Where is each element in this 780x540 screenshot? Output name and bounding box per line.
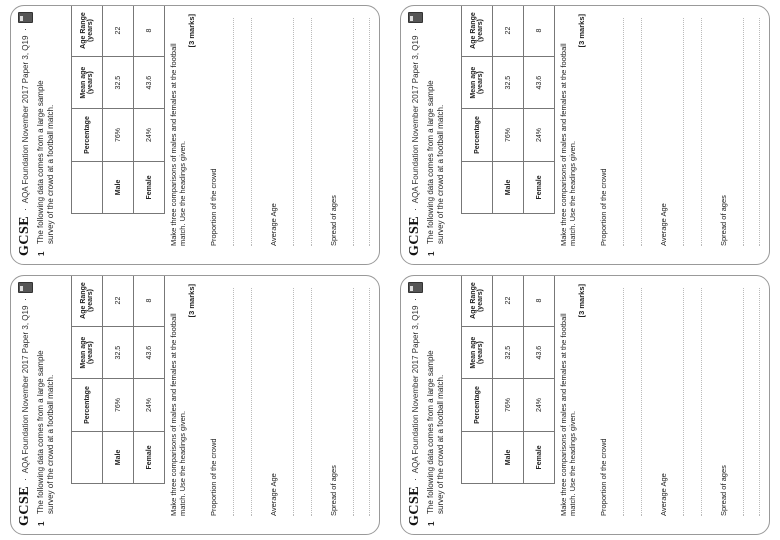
title-rule — [25, 209, 26, 210]
answer-line — [701, 288, 702, 516]
worksheet-content — [11, 5, 380, 264]
heading-average-age: Average Age — [269, 473, 278, 516]
heading-proportion: Proportion of the crowd — [599, 438, 608, 516]
heading-spread-of-ages: Spread of ages — [719, 465, 728, 516]
title-row — [407, 12, 423, 256]
answer-line — [311, 18, 312, 246]
task-instructions: Make three comparisons of males and females at the football match. Use the headings given. — [169, 313, 187, 516]
question-intro: The following data comes from a large sample survey of the crowd at a football match. — [426, 80, 445, 244]
survey-table — [71, 5, 165, 214]
heading-average-age: Average Age — [659, 473, 668, 516]
table-header-row — [462, 275, 493, 484]
table-cell: 43.6 — [134, 57, 165, 109]
table-row — [493, 5, 524, 214]
table-header — [462, 431, 493, 483]
task-instructions: Make three comparisons of males and females at the football match. Use the headings given. — [559, 43, 577, 246]
gcse-brand: GCSE — [17, 485, 32, 526]
table-cell: 76% — [103, 109, 134, 162]
worksheet-content — [401, 275, 770, 534]
table-header: Percentage — [462, 109, 493, 162]
table-cell: 43.6 — [134, 327, 165, 379]
table-cell: 76% — [493, 109, 524, 162]
heading-proportion: Proportion of the crowd — [209, 438, 218, 516]
heading-proportion: Proportion of the crowd — [599, 168, 608, 246]
worksheet-card — [10, 275, 380, 535]
table-cell: 8 — [524, 275, 555, 327]
answer-line — [251, 18, 252, 246]
table-cell: 76% — [493, 379, 524, 432]
answer-line — [311, 288, 312, 516]
row-label: Female — [524, 431, 555, 483]
answer-line — [641, 18, 642, 246]
table-cell: 32.5 — [493, 327, 524, 379]
table-cell: 8 — [134, 5, 165, 57]
answer-line — [369, 18, 370, 246]
worksheet-content — [401, 5, 770, 264]
answer-line — [233, 288, 234, 516]
table-cell: 8 — [524, 5, 555, 57]
table-row — [493, 275, 524, 484]
title-rule — [415, 209, 416, 210]
table-row — [134, 5, 165, 214]
question-number: 1 — [37, 521, 46, 526]
answer-line — [759, 288, 760, 516]
table-cell: 76% — [103, 379, 134, 432]
row-label: Male — [493, 431, 524, 483]
table-cell: 24% — [524, 109, 555, 162]
answer-line — [743, 18, 744, 246]
task-instructions: Make three comparisons of males and females at the football match. Use the headings given. — [559, 313, 577, 516]
table-cell: 24% — [134, 109, 165, 162]
answer-line — [369, 288, 370, 516]
answer-line — [623, 18, 624, 246]
answer-line — [251, 288, 252, 516]
row-label: Male — [103, 431, 134, 483]
gcse-brand: GCSE — [407, 215, 422, 256]
table-cell: 43.6 — [524, 327, 555, 379]
source-reference: AQA Foundation November 2017 Paper 3, Q19 — [20, 305, 30, 474]
table-header: Age Range (years) — [462, 275, 493, 327]
worksheet-card — [400, 5, 770, 265]
question-number: 1 — [427, 251, 436, 256]
survey-table — [71, 275, 165, 484]
table-cell: 22 — [103, 5, 134, 57]
title-rule — [415, 299, 416, 300]
title-row — [17, 12, 33, 256]
source-reference: AQA Foundation November 2017 Paper 3, Q19 — [410, 35, 420, 204]
calculator-icon — [18, 12, 33, 23]
table-row — [103, 5, 134, 214]
answer-line — [683, 288, 684, 516]
table-cell: 32.5 — [493, 57, 524, 109]
table-header-row — [72, 5, 103, 214]
table-header: Mean age (years) — [462, 57, 493, 109]
heading-spread-of-ages: Spread of ages — [329, 465, 338, 516]
table-cell: 8 — [134, 275, 165, 327]
table-row — [103, 275, 134, 484]
table-cell: 22 — [493, 275, 524, 327]
task-instructions: Make three comparisons of males and females at the football match. Use the headings given. — [169, 43, 187, 246]
table-cell: 32.5 — [103, 327, 134, 379]
row-label: Female — [134, 161, 165, 213]
table-header — [72, 161, 103, 213]
table-header: Age Range (years) — [462, 5, 493, 57]
answer-line — [683, 18, 684, 246]
answer-line — [353, 288, 354, 516]
table-header-row — [462, 5, 493, 214]
marks-label: [3 marks] — [187, 14, 196, 48]
table-row — [134, 275, 165, 484]
table-cell: 22 — [103, 275, 134, 327]
table-header — [72, 431, 103, 483]
row-label: Female — [524, 161, 555, 213]
title-rule — [25, 29, 26, 30]
table-header-row — [72, 275, 103, 484]
marks-label: [3 marks] — [577, 14, 586, 48]
heading-proportion: Proportion of the crowd — [209, 168, 218, 246]
question-number: 1 — [427, 521, 436, 526]
table-header: Age Range (years) — [72, 275, 103, 327]
table-header: Mean age (years) — [462, 327, 493, 379]
table-header: Mean age (years) — [72, 327, 103, 379]
title-row — [407, 282, 423, 526]
title-row — [17, 282, 33, 526]
answer-line — [623, 288, 624, 516]
source-reference: AQA Foundation November 2017 Paper 3, Q19 — [410, 305, 420, 474]
heading-average-age: Average Age — [269, 203, 278, 246]
calculator-icon — [18, 282, 33, 293]
answer-line — [641, 288, 642, 516]
title-rule — [25, 479, 26, 480]
answer-line — [743, 288, 744, 516]
marks-label: [3 marks] — [187, 284, 196, 318]
table-cell: 24% — [524, 379, 555, 432]
row-label: Male — [103, 161, 134, 213]
table-row — [524, 275, 555, 484]
answer-line — [293, 18, 294, 246]
table-header: Percentage — [462, 379, 493, 432]
heading-spread-of-ages: Spread of ages — [329, 195, 338, 246]
question-intro: The following data comes from a large sample survey of the crowd at a football match. — [426, 350, 445, 514]
survey-table — [461, 5, 555, 214]
answer-line — [759, 18, 760, 246]
calculator-icon — [408, 282, 423, 293]
table-header: Age Range (years) — [72, 5, 103, 57]
worksheet-card — [10, 5, 380, 265]
survey-table — [461, 275, 555, 484]
worksheet-content — [11, 275, 380, 534]
table-header — [462, 161, 493, 213]
row-label: Female — [134, 431, 165, 483]
gcse-brand: GCSE — [407, 485, 422, 526]
calculator-icon — [408, 12, 423, 23]
answer-line — [701, 18, 702, 246]
question-intro: The following data comes from a large sample survey of the crowd at a football match. — [36, 80, 55, 244]
answer-line — [353, 18, 354, 246]
worksheet-card — [400, 275, 770, 535]
title-rule — [25, 299, 26, 300]
marks-label: [3 marks] — [577, 284, 586, 318]
table-cell: 32.5 — [103, 57, 134, 109]
title-rule — [415, 479, 416, 480]
table-row — [524, 5, 555, 214]
answer-line — [293, 288, 294, 516]
question-intro: The following data comes from a large sample survey of the crowd at a football match. — [36, 350, 55, 514]
table-cell: 43.6 — [524, 57, 555, 109]
gcse-brand: GCSE — [17, 215, 32, 256]
row-label: Male — [493, 161, 524, 213]
question-number: 1 — [37, 251, 46, 256]
table-cell: 22 — [493, 5, 524, 57]
table-cell: 24% — [134, 379, 165, 432]
answer-line — [233, 18, 234, 246]
heading-spread-of-ages: Spread of ages — [719, 195, 728, 246]
table-header: Percentage — [72, 109, 103, 162]
title-rule — [415, 29, 416, 30]
source-reference: AQA Foundation November 2017 Paper 3, Q19 — [20, 35, 30, 204]
table-header: Mean age (years) — [72, 57, 103, 109]
table-header: Percentage — [72, 379, 103, 432]
heading-average-age: Average Age — [659, 203, 668, 246]
